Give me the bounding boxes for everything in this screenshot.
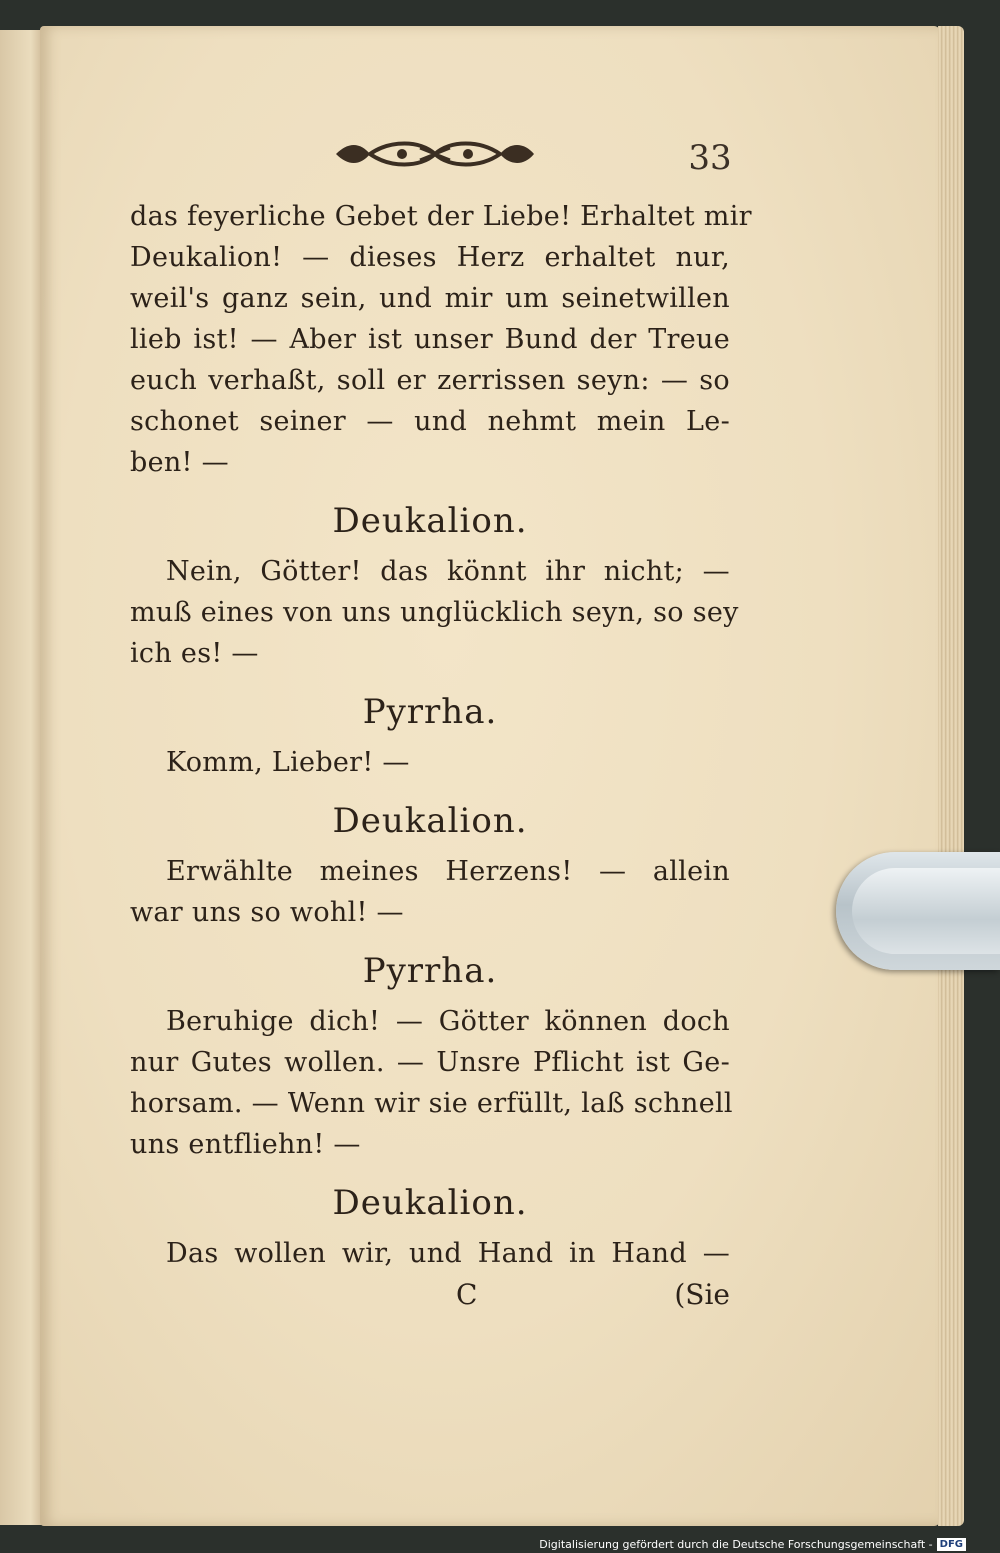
text-line: nur Gutes wollen. — Unsre Pflicht ist Ge- — [130, 1047, 730, 1078]
text-line: Das wollen wir, und Hand in Hand — — [166, 1238, 730, 1269]
text-line: Beruhige dich! — Götter können doch — [166, 1006, 730, 1037]
page-footer-marks — [130, 1278, 730, 1322]
text-line: Erwählte meines Herzens! — allein — [166, 856, 730, 887]
text-line: uns entfliehn! — — [130, 1129, 361, 1160]
text-line: war uns so wohl! — — [130, 897, 404, 928]
ornament-headpiece — [330, 134, 540, 174]
catchword: (Sie — [674, 1278, 730, 1311]
text-line: lieb ist! — Aber ist unser Bund der Treue — [130, 324, 730, 355]
text-line: weil's ganz sein, und mir um seinetwillen — [130, 283, 730, 314]
main-text — [130, 196, 752, 1274]
text-line: Deukalion! — dieses Herz erhaltet nur, — [130, 242, 730, 273]
speaker-heading: Deukalion. — [332, 501, 528, 541]
text-line: ben! — — [130, 447, 229, 478]
text-line: muß eines von uns unglücklich seyn, so sey — [130, 597, 739, 628]
page-clip-highlight — [852, 868, 1000, 954]
text-line: ich es! — — [130, 638, 259, 669]
credit-text: Digitalisierung gefördert durch die Deutsche Forschungsgemeinschaft - — [539, 1537, 933, 1551]
ornament-icon — [330, 134, 540, 174]
text-line: Nein, Götter! das könnt ihr nicht; — — [166, 556, 730, 587]
dfg-logo: DFG — [937, 1538, 966, 1551]
text-line: das feyerliche Gebet der Liebe! Erhaltet mir — [130, 201, 752, 232]
text-line: schonet seiner — und nehmt mein Le- — [130, 406, 730, 437]
speaker-heading: Pyrrha. — [362, 951, 498, 991]
text-line: euch verhaßt, soll er zerrissen seyn: — so — [130, 365, 730, 396]
signature-mark: C — [456, 1278, 478, 1311]
text-line: Komm, Lieber! — — [166, 747, 410, 778]
page-block-edges — [938, 26, 964, 1526]
page-number: 33 — [688, 138, 732, 178]
speaker-heading: Deukalion. — [332, 1183, 528, 1223]
digitization-credit — [539, 1536, 966, 1552]
speaker-heading: Deukalion. — [332, 801, 528, 841]
text-line: horsam. — Wenn wir sie erfüllt, laß schnell — [130, 1088, 733, 1119]
speaker-heading: Pyrrha. — [362, 692, 498, 732]
